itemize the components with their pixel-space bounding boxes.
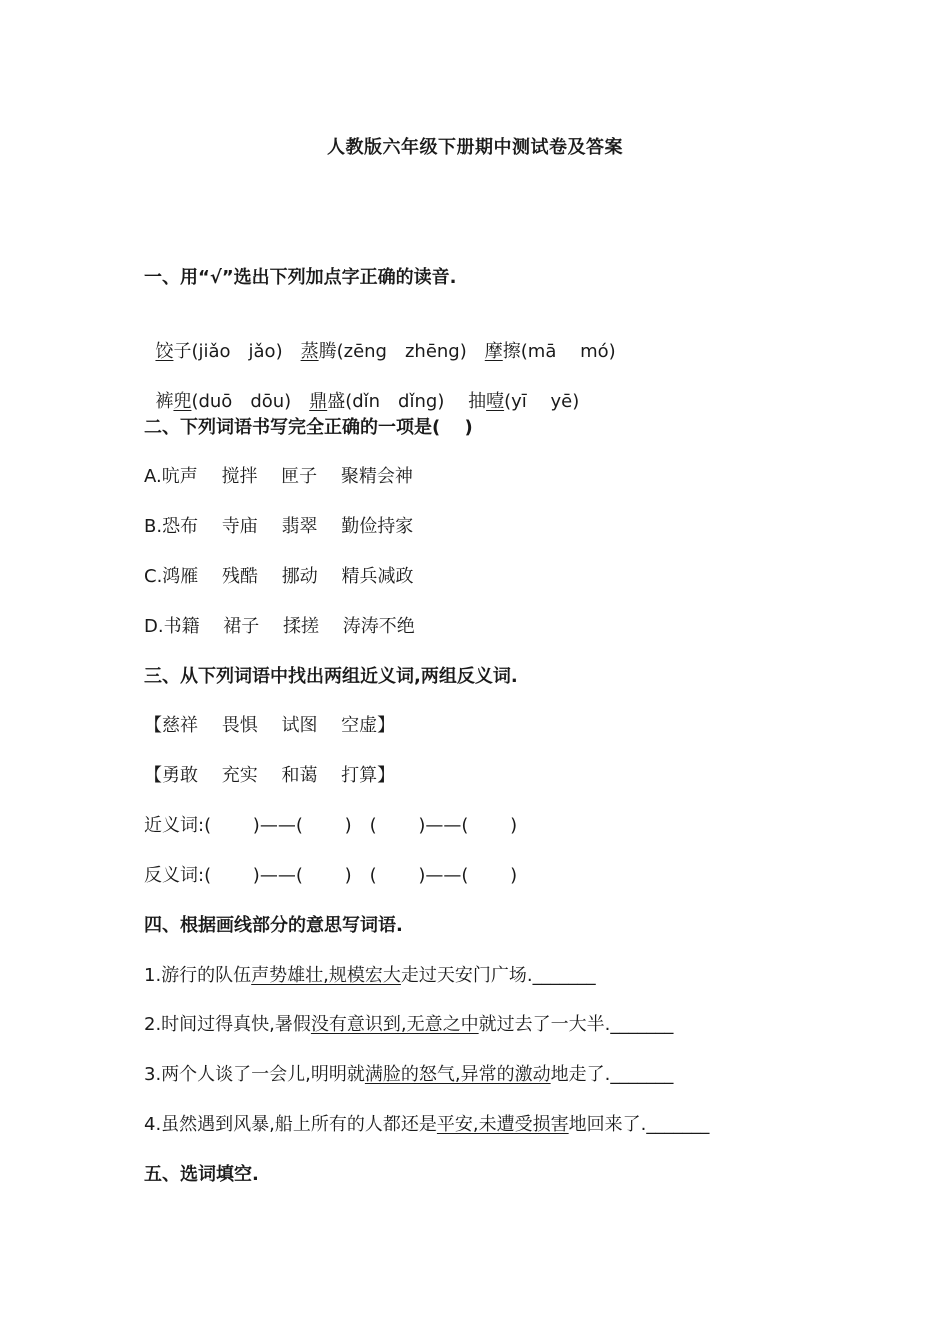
- underlined-phrase: 满脸的怒气,异常的激动: [364, 1064, 551, 1085]
- answer-blank: _______: [610, 1014, 674, 1035]
- section3-heading: 三、从下列词语中找出两组近义词,两组反义词.: [144, 666, 518, 687]
- section4-heading: 四、根据画线部分的意思写词语.: [144, 915, 403, 936]
- section2-heading: 二、下列词语书写完全正确的一项是( ): [144, 417, 473, 438]
- document-title: 人教版六年级下册期中测试卷及答案: [327, 137, 623, 158]
- word-group-2: 【勇敢 充实 和蔼 打算】: [144, 765, 396, 786]
- option-d: D.书籍 裙子 揉搓 涛涛不绝: [144, 616, 415, 637]
- option-c: C.鸿雁 残酷 挪动 精兵减政: [144, 566, 414, 587]
- underlined-phrase: 平安,未遭受损害: [436, 1114, 569, 1135]
- option-a: A.吭声 搅拌 匣子 聚精会神: [144, 466, 413, 487]
- underlined-phrase: 没有意识到,无意之中: [310, 1014, 479, 1035]
- pinyin-item: 蒸腾(zēng zhēng): [300, 341, 485, 362]
- pinyin-item: 裤兜(duō dōu): [155, 391, 310, 412]
- pinyin-item: 鼎盛(dǐn dǐng): [309, 391, 469, 412]
- question-item: 1.游行的队伍声势雄壮,规模宏大走过天安门广场._______: [144, 965, 596, 986]
- answer-blank: _______: [532, 965, 596, 986]
- pinyin-item: 抽噎(yī yē): [468, 391, 580, 412]
- question-item: 4.虽然遇到风暴,船上所有的人都还是平安,未遭受损害地回来了._______: [144, 1114, 710, 1135]
- section1-heading: 一、用“√”选出下列加点字正确的读音.: [144, 267, 457, 288]
- pinyin-item: 摩擦(mā mó): [484, 341, 616, 362]
- section5-heading: 五、选词填空.: [144, 1164, 259, 1185]
- underlined-phrase: 声势雄壮,规模宏大: [251, 965, 401, 986]
- question-item: 2.时间过得真快,暑假没有意识到,无意之中就过去了一大半._______: [144, 1014, 674, 1035]
- pinyin-row-2: [144, 366, 579, 414]
- antonyms-line: 反义词:( )——( ) ( )——( ): [144, 865, 518, 886]
- synonyms-line: 近义词:( )——( ) ( )——( ): [144, 815, 518, 836]
- word-group-1: 【慈祥 畏惧 试图 空虚】: [144, 715, 396, 736]
- answer-blank: _______: [610, 1064, 674, 1085]
- question-item: 3.两个人谈了一会儿,明明就满脸的怒气,异常的激动地走了._______: [144, 1064, 674, 1085]
- pinyin-row-1: [144, 316, 616, 364]
- option-b: B.恐布 寺庙 翡翠 勤俭持家: [144, 516, 414, 537]
- pinyin-item: 饺子(jiǎo jǎo): [155, 341, 301, 362]
- answer-blank: _______: [646, 1114, 710, 1135]
